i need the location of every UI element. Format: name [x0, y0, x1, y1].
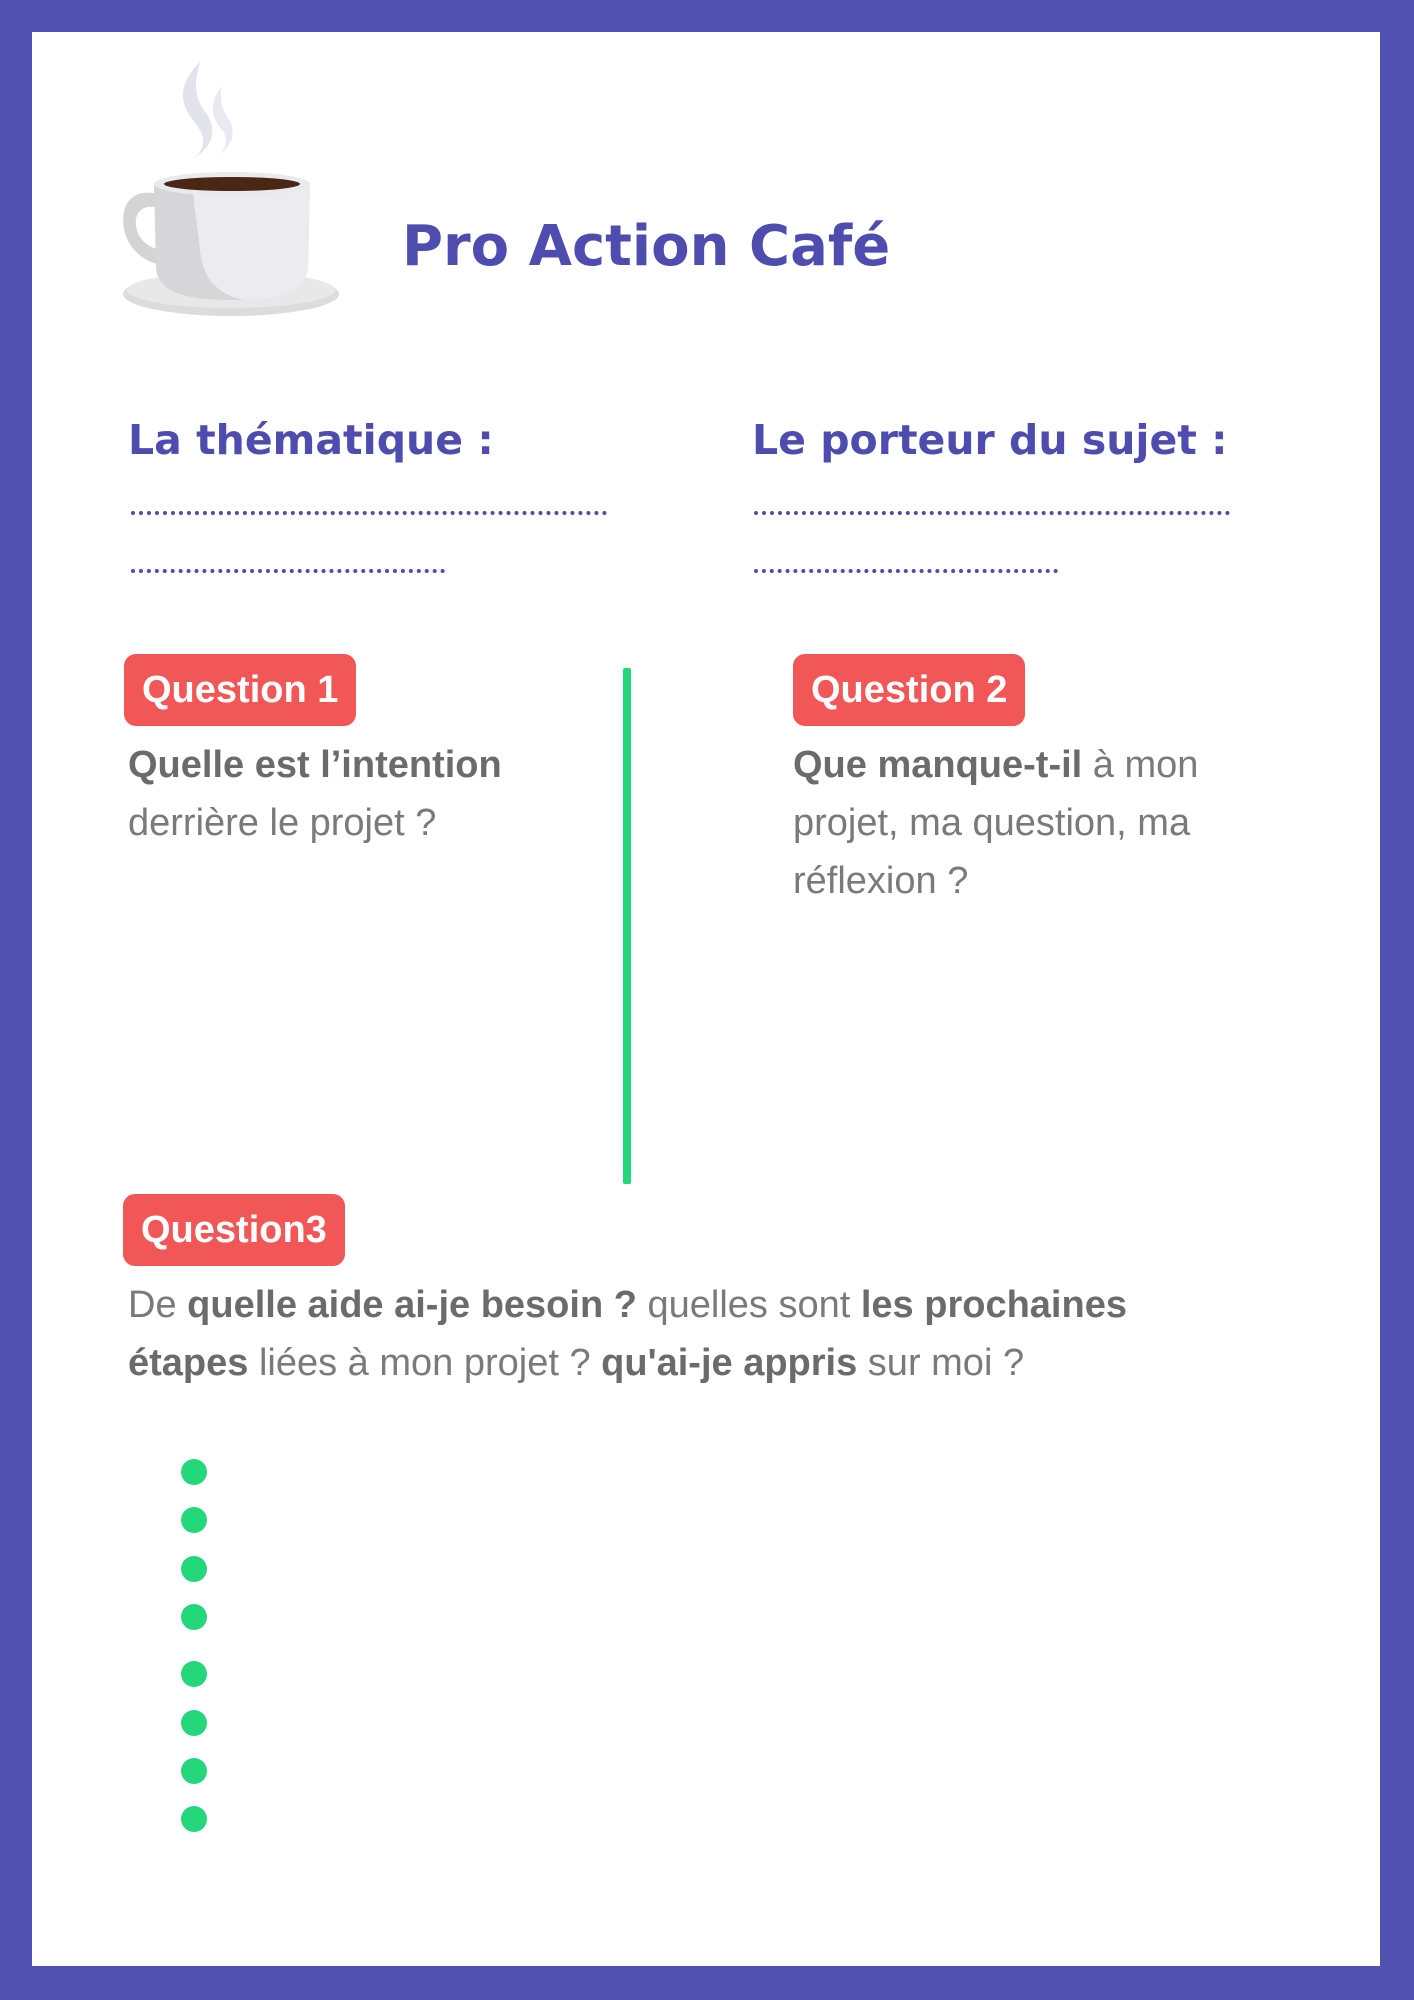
q3-bold-1: quelle aide ai-je besoin ? — [187, 1284, 637, 1326]
column-divider — [623, 668, 631, 1184]
q3-part-4: sur moi ? — [857, 1342, 1025, 1384]
thematique-label: La thématique : — [128, 416, 494, 464]
question-3-text — [128, 1276, 1248, 1392]
question-1-badge: Question 1 — [124, 654, 356, 726]
question-1-rest: derrière le projet ? — [128, 802, 437, 844]
question-1-text — [128, 736, 598, 852]
question-2-rest: à mon projet, ma question, ma réflexion ? — [793, 744, 1199, 902]
bullet-point[interactable] — [181, 1459, 207, 1485]
porteur-line-1[interactable] — [754, 511, 1230, 515]
thematique-line-1[interactable] — [131, 511, 607, 515]
question-2-bold: Que manque-t-il — [793, 744, 1083, 786]
q3-part-2: quelles sont — [636, 1284, 861, 1326]
page-title: Pro Action Café — [402, 214, 891, 279]
bullet-point[interactable] — [181, 1806, 207, 1832]
question-2-badge: Question 2 — [793, 654, 1025, 726]
q3-bold-3: qu'ai-je appris — [601, 1342, 858, 1384]
bullet-point[interactable] — [181, 1710, 207, 1736]
porteur-label: Le porteur du sujet : — [752, 416, 1228, 464]
porteur-line-2[interactable] — [754, 569, 1058, 573]
question-1-bold: Quelle est l’intention — [128, 744, 502, 786]
thematique-line-2[interactable] — [131, 569, 445, 573]
bullet-point[interactable] — [181, 1661, 207, 1687]
bullet-point[interactable] — [181, 1604, 207, 1630]
coffee-cup-icon — [118, 54, 344, 326]
question-3-badge: Question3 — [123, 1194, 345, 1266]
bullet-point[interactable] — [181, 1507, 207, 1533]
q3-part-3: liées à mon projet ? — [248, 1342, 602, 1384]
bullet-point[interactable] — [181, 1556, 207, 1582]
question-2-text — [793, 736, 1253, 910]
q3-bold-2: les prochaines étapes — [128, 1284, 1127, 1384]
q3-part-1: De — [128, 1284, 188, 1326]
bullet-point[interactable] — [181, 1758, 207, 1784]
